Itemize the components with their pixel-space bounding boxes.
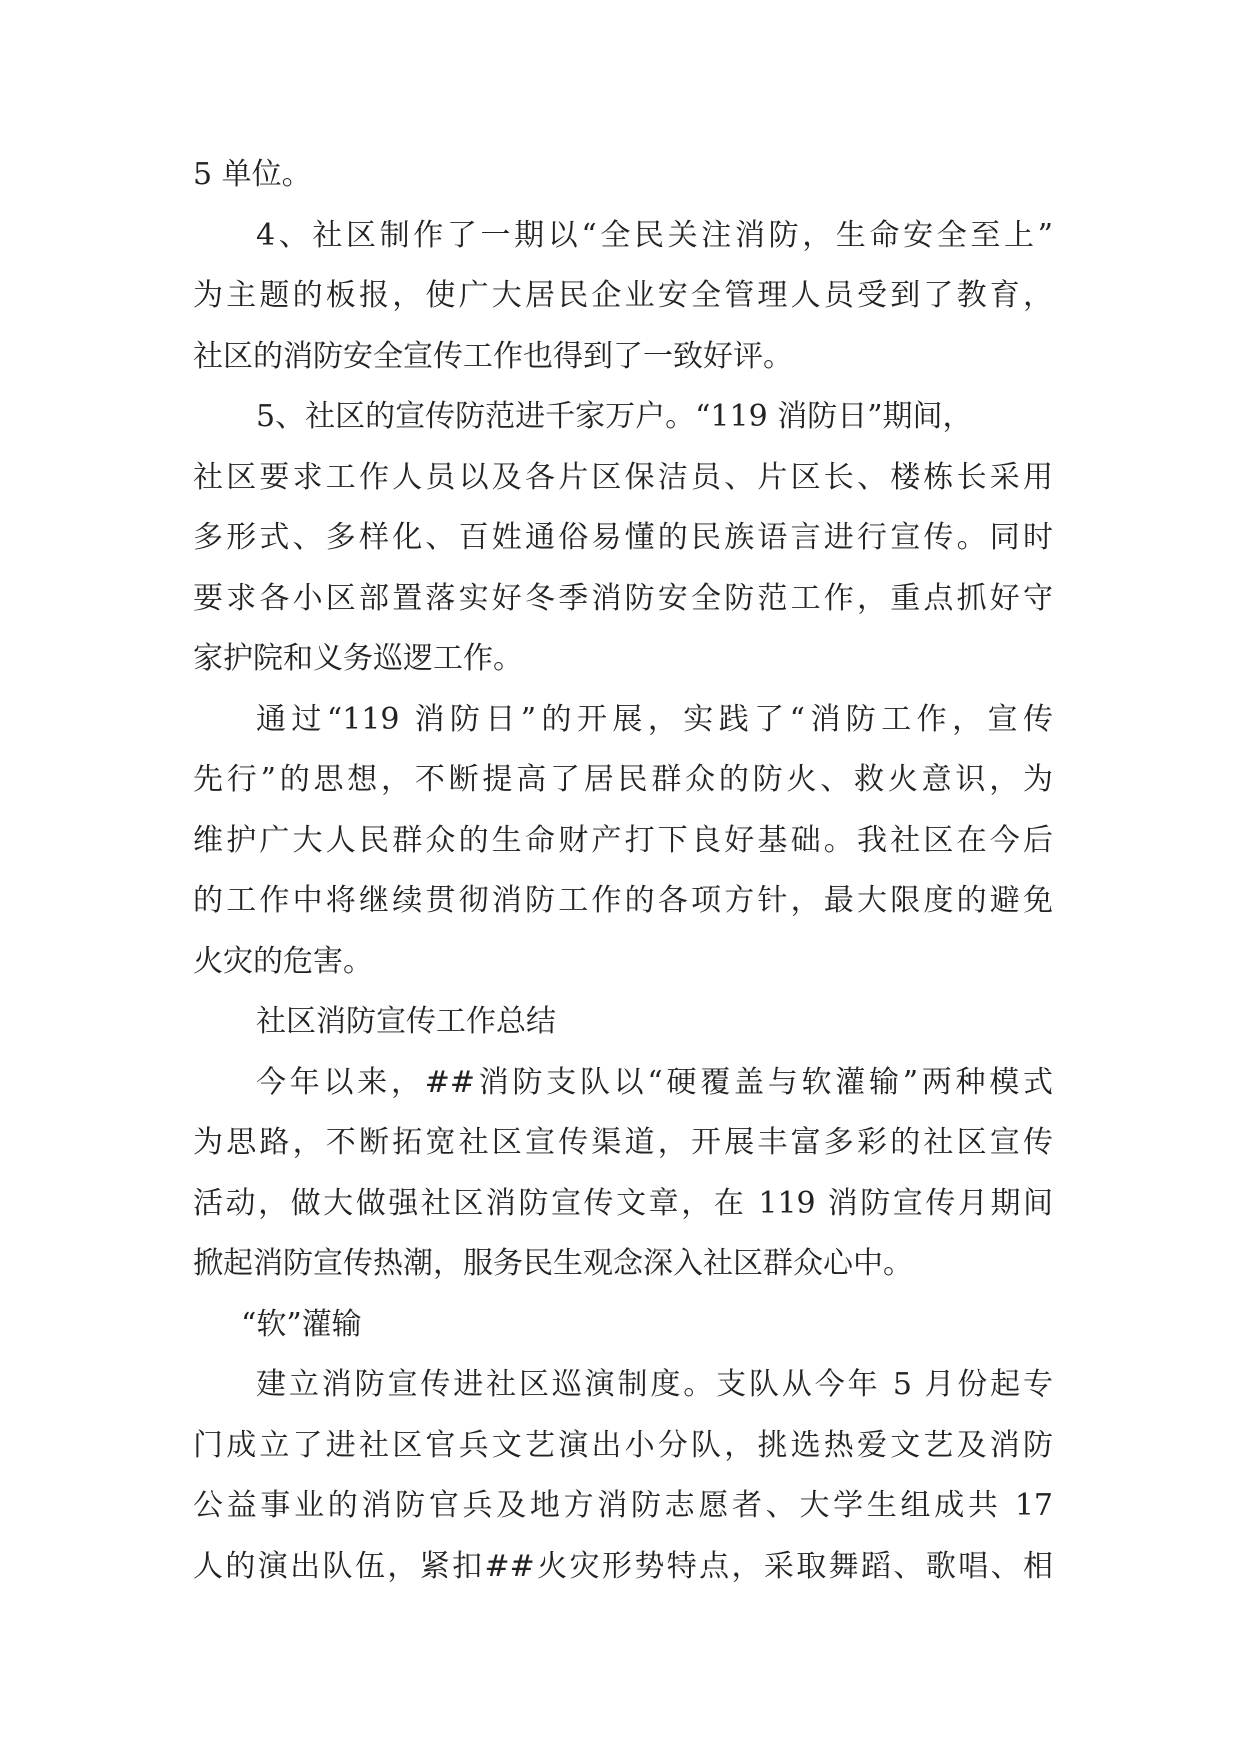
text-line: 的工作中将继续贯彻消防工作的各项方针，最大限度的避免 xyxy=(193,883,1053,918)
text-line: 通过“119 消防日”的开展，实践了“消防工作，宣传 xyxy=(256,702,1053,737)
section-heading: 社区消防宣传工作总结 xyxy=(256,1004,556,1039)
text-line: 为主题的板报，使广大居民企业安全管理人员受到了教育， xyxy=(193,278,1053,313)
text-line: 4、社区制作了一期以“全民关注消防，生命安全至上” xyxy=(256,218,1053,253)
text-line: 多形式、多样化、百姓通俗易懂的民族语言进行宣传。同时 xyxy=(193,520,1053,555)
text-line: 5 单位。 xyxy=(193,157,312,192)
text-line: 家护院和义务巡逻工作。 xyxy=(193,641,523,676)
text-line: 先行”的思想，不断提高了居民群众的防火、救火意识，为 xyxy=(193,762,1053,797)
text-line: 掀起消防宣传热潮，服务民生观念深入社区群众心中。 xyxy=(193,1246,913,1281)
text-line: 建立消防宣传进社区巡演制度。支队从今年 5 月份起专 xyxy=(256,1367,1053,1402)
text-line: 公益事业的消防官兵及地方消防志愿者、大学生组成共 17 xyxy=(193,1488,1053,1523)
text-line: 社区要求工作人员以及各片区保洁员、片区长、楼栋长采用 xyxy=(193,460,1053,495)
text-line: 人的演出队伍，紧扣##火灾形势特点，采取舞蹈、歌唱、相 xyxy=(193,1549,1053,1584)
text-line: 活动，做大做强社区消防宣传文章，在 119 消防宣传月期间 xyxy=(193,1186,1053,1221)
text-line: 火灾的危害。 xyxy=(193,944,373,979)
text-line: 今年以来，##消防支队以“硬覆盖与软灌输”两种模式 xyxy=(256,1065,1053,1100)
text-line: 为思路，不断拓宽社区宣传渠道，开展丰富多彩的社区宣传 xyxy=(193,1125,1053,1160)
text-line: 要求各小区部置落实好冬季消防安全防范工作，重点抓好守 xyxy=(193,581,1053,616)
section-heading: “软”灌输 xyxy=(241,1307,362,1342)
text-line: 维护广大人民群众的生命财产打下良好基础。我社区在今后 xyxy=(193,823,1053,858)
text-line: 门成立了进社区官兵文艺演出小分队，挑选热爱文艺及消防 xyxy=(193,1428,1053,1463)
text-line: 5、社区的宣传防范进千家万户。“119 消防日”期间， xyxy=(256,399,973,434)
text-line: 社区的消防安全宣传工作也得到了一致好评。 xyxy=(193,339,793,374)
